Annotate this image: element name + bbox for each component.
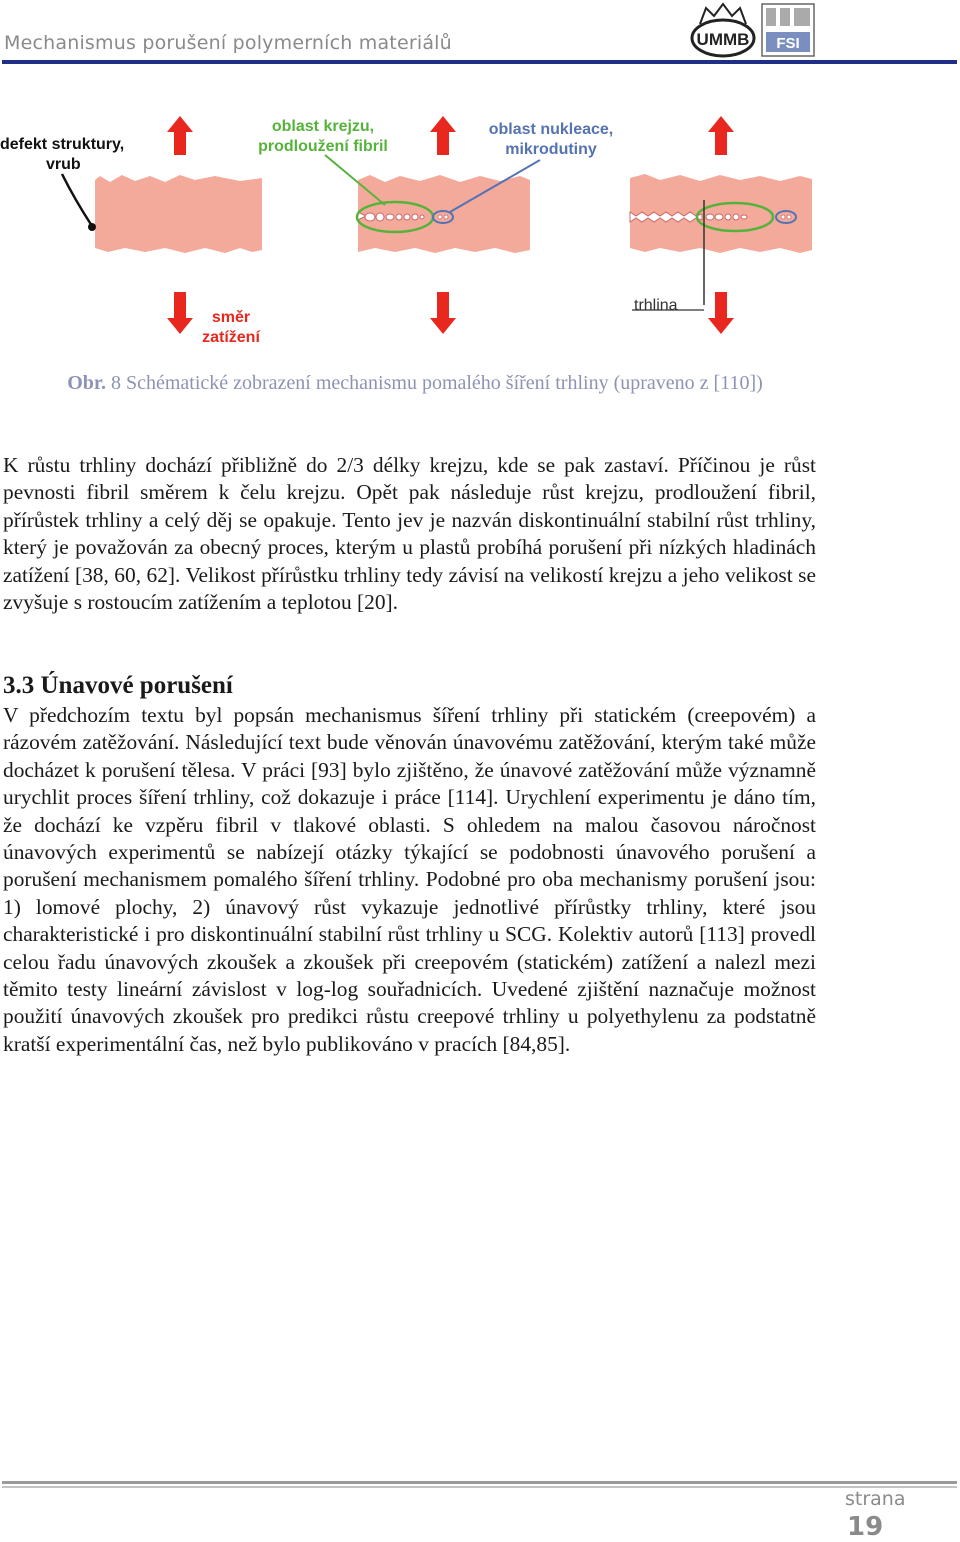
page-label: strana	[845, 1488, 906, 1510]
page-number: 19	[847, 1512, 884, 1542]
label-defect: defekt struktury, vrub	[0, 136, 125, 173]
arrow-down-icon	[430, 292, 456, 334]
section-heading: 3.3 Únavové porušení	[3, 672, 233, 699]
page-header	[0, 0, 960, 66]
figure-diagram	[0, 100, 830, 360]
svg-text:UMMB: UMMB	[696, 30, 750, 49]
specimen-1	[95, 175, 262, 253]
arrow-up-icon	[167, 116, 193, 155]
ummb-logo-icon	[692, 4, 754, 56]
label-craze: oblast krejzu, prodloužení fibril	[258, 118, 388, 155]
defect-pointer-line	[62, 174, 92, 226]
caption-text: Schématické zobrazení mechanismu pomalého šíření trhliny (upraveno z [110])	[125, 372, 763, 394]
caption-prefix: Obr.	[67, 372, 106, 394]
label-nucleation: oblast nukleace, mikrodutiny	[488, 121, 614, 158]
specimen-2	[358, 175, 530, 253]
footer-rule	[2, 1481, 957, 1484]
label-crack: trhlina	[634, 297, 678, 314]
footer-rule-secondary	[2, 1486, 957, 1488]
arrow-up-icon	[708, 116, 734, 155]
specimen-3	[630, 174, 812, 253]
arrow-down-icon	[167, 292, 193, 334]
fsi-logo-icon	[762, 4, 814, 56]
crack-mechanism-figure	[0, 100, 830, 360]
body-paragraph-1: K růstu trhliny dochází přibližně do 2/3 délky krejzu, kde se pak zastaví. Příčinou je růst pevnosti fibril směrem k čelu krejzu. Opět pak následuje růst krejzu, prodloužení fibril, přírůstek trhliny a celý děj se opakuje. Tento jev je nazván diskontinuální stabilní růst trhliny, který je považován za obecný proces, kterým u plastů probíhá porušení při nízkých hladinách zatížení [38, 60, 62]. Velikost přírůstku trhliny tedy závisí na velikostí krejzu a jeho velikost se zvyšuje s rostoucím zatížením a teplotou [20].	[3, 453, 816, 615]
caption-number: 8	[110, 372, 121, 394]
label-load-direction: směr zatížení	[202, 309, 260, 346]
body-paragraph-2: V předchozím textu byl popsán mechanismus šíření trhliny při statickém (creepovém) a rázovém zatěžování. Následující text bude věnován únavovému zatěžování, kterým také může docházet k porušení tělesa. V práci [93] bylo zjištěno, že únavové zatěžování může významně urychlit proces šíření trhliny, což dokazuje i práce [114]. Urychlení experimentu je dáno tím, že dochází ke vzpěru fibril v tlakové oblasti. S ohledem na malou časovou náročnost únavových experimentů se nabízejí otázky týkající se podobnosti únavového porušení a porušení mechanismem pomalého šíření trhliny. Podobné pro oba mechanismy porušení jsou: 1) lomové plochy, 2) únavový růst vykazuje jednotlivé přírůstky trhliny, které jsou charakteristické i pro diskontinuální stabilní růst trhliny u SCG. Kolektiv autorů [113] provedl celou řadu únavových zkoušek a zkoušek při creepovém (statickém) zatížení a nalezl mezi těmito testy lineární závislost v log-log souřadnicích. Uvedené zjištění naznačuje možnost použití únavových zkoušek pro predikci růstu creepové trhliny u polyethylenu za podstatně kratší experimentální čas, než bylo publikováno v pracích [84,85].	[3, 703, 816, 1056]
svg-text:FSI: FSI	[776, 35, 800, 52]
header-title: Mechanismus porušení polymerních materiálů	[4, 32, 452, 54]
arrow-down-icon	[708, 292, 734, 334]
header-rule	[2, 60, 957, 64]
university-logos	[690, 2, 820, 58]
figure-caption	[20, 370, 810, 397]
arrow-up-icon	[430, 116, 456, 155]
